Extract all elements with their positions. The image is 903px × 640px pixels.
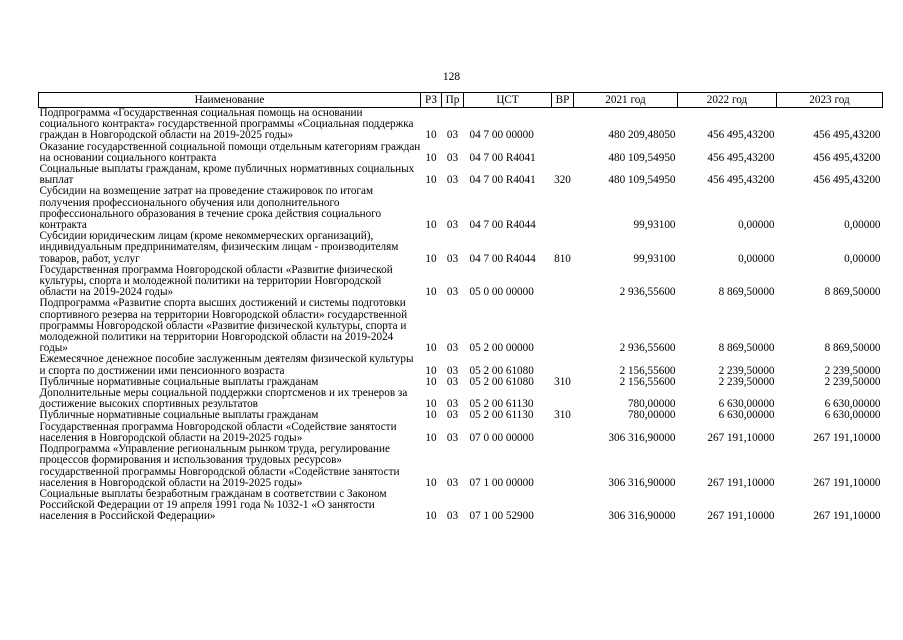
row-vr: [552, 444, 574, 489]
row-rz: 10: [425, 510, 437, 523]
row-rz: 10: [425, 375, 437, 388]
row-2022: 2 239,50000: [718, 364, 775, 377]
row-2022: 6 630,00000: [718, 409, 775, 422]
row-cst: 05 2 00 61080: [469, 375, 534, 388]
row-rz: 10: [425, 219, 437, 232]
row-2023: 456 495,43200: [813, 174, 881, 187]
row-2023: 456 495,43200: [813, 129, 881, 142]
row-pr: 03: [446, 510, 459, 523]
table-row: [39, 388, 883, 410]
row-cst: 04 7 00 R4044: [469, 219, 536, 232]
row-2021: 2 936,55600: [619, 342, 676, 355]
table-row: [39, 410, 883, 421]
row-2022: 0,00000: [738, 252, 775, 265]
row-vr: 310: [554, 375, 571, 388]
row-cst: 04 7 00 R4041: [469, 151, 536, 164]
row-name: Подпрограмма «Государственная социальная помощь на основании социального контракта» государственной программы «Социальная поддержка граждан в Новгородской области на 2019-2025 годы»: [39, 107, 414, 142]
row-2023: 0,00000: [844, 219, 881, 232]
row-name: Ежемесячное денежное пособие заслуженным деятелям физической культуры и спорта по достижении ими пенсионного возраста: [39, 353, 414, 377]
row-rz: 10: [425, 174, 437, 187]
row-2021: 780,00000: [627, 409, 676, 422]
table-row: [39, 444, 883, 489]
row-pr: 03: [446, 398, 459, 411]
row-2023: 6 630,00000: [824, 398, 881, 411]
row-cst: 05 2 00 61130: [469, 409, 534, 422]
row-2022: 267 191,10000: [707, 510, 775, 523]
row-cst: 05 0 00 00000: [469, 286, 534, 299]
row-2022: 0,00000: [738, 219, 775, 232]
row-vr: [552, 298, 574, 354]
row-pr: 03: [446, 174, 459, 187]
row-2021: 2 156,55600: [619, 364, 676, 377]
header-vr: ВР: [552, 93, 574, 108]
row-2023: 456 495,43200: [813, 151, 881, 164]
row-vr: [552, 186, 574, 231]
row-2021: 2 156,55600: [619, 375, 676, 388]
row-rz: 10: [425, 398, 437, 411]
row-name: Государственная программа Новгородской области «Содействие занятости населения в Новгородской области на 2019-2025 годы»: [39, 420, 397, 444]
row-vr: [552, 422, 574, 444]
row-2022: 456 495,43200: [707, 129, 775, 142]
row-pr: 03: [446, 151, 459, 164]
header-2022: 2022 год: [678, 93, 777, 108]
row-2021: 306 316,90000: [608, 431, 676, 444]
row-rz: 10: [425, 252, 437, 265]
header-cst: ЦСТ: [464, 93, 552, 108]
row-2023: 8 869,50000: [824, 342, 881, 355]
header-pr: Пр: [442, 93, 464, 108]
row-name: Субсидии на возмещение затрат на проведение стажировок по итогам получения профессионального обучения или дополнительного профессионального образования в течение срока действия социального контракта: [39, 185, 382, 232]
row-name: Публичные нормативные социальные выплаты гражданам: [39, 409, 319, 422]
budget-table: [38, 92, 883, 523]
header-rz: РЗ: [421, 93, 442, 108]
row-2022: 456 495,43200: [707, 174, 775, 187]
row-2023: 0,00000: [844, 252, 881, 265]
row-rz: 10: [425, 129, 437, 142]
row-2022: 267 191,10000: [707, 476, 775, 489]
row-pr: 03: [446, 252, 459, 265]
table-row: [39, 142, 883, 164]
row-2022: 2 239,50000: [718, 375, 775, 388]
row-vr: 810: [554, 252, 571, 265]
row-2021: 480 109,54950: [608, 151, 676, 164]
table-header-row: [39, 93, 883, 108]
row-rz: 10: [425, 476, 437, 489]
row-cst: 05 2 00 00000: [469, 342, 534, 355]
row-pr: 03: [446, 286, 459, 299]
row-vr: [552, 142, 574, 164]
row-rz: 10: [425, 431, 437, 444]
row-vr: [552, 489, 574, 523]
table-row: [39, 422, 883, 444]
table-row: [39, 108, 883, 142]
row-2023: 267 191,10000: [813, 476, 881, 489]
row-rz: 10: [425, 286, 437, 299]
row-vr: [552, 388, 574, 410]
row-name: Подпрограмма «Развитие спорта высших достижений и системы подготовки спортивного резерва на территории Новгородской области» государственной программы Новгородской области «Развитие физической культуры, спорта и молодежной политики на территории Новгородской области на 2019-2024 годы»: [39, 297, 408, 355]
row-vr: [552, 354, 574, 376]
row-rz: 10: [425, 342, 437, 355]
row-2023: 2 239,50000: [824, 364, 881, 377]
row-name: Государственная программа Новгородской области «Развитие физической культуры, спорта и молодежной политики на территории Новгородской области на 2019-2024 годы»: [39, 263, 393, 299]
row-cst: 07 0 00 00000: [469, 431, 534, 444]
row-2023: 8 869,50000: [824, 286, 881, 299]
row-2023: 267 191,10000: [813, 510, 881, 523]
row-cst: 07 1 00 00000: [469, 476, 534, 489]
row-rz: 10: [425, 409, 437, 422]
row-pr: 03: [446, 476, 459, 489]
row-vr: [552, 265, 574, 299]
row-2023: 2 239,50000: [824, 375, 881, 388]
row-vr: 320: [554, 174, 571, 187]
row-pr: 03: [446, 219, 459, 232]
table-row: [39, 265, 883, 299]
row-cst: 04 7 00 R4041: [469, 174, 536, 187]
row-2022: 8 869,50000: [718, 286, 775, 299]
table-row: [39, 489, 883, 523]
table-row: [39, 186, 883, 231]
row-2021: 99,93100: [633, 252, 676, 265]
row-pr: 03: [446, 342, 459, 355]
row-pr: 03: [446, 431, 459, 444]
row-name: Подпрограмма «Управление региональным рынком труда, регулирование процессов формирования и использования трудовых ресурсов» государственной программы Новгородской области «Содействие занятости населения в Новгородской области на 2019-2025 годы»: [39, 443, 400, 489]
table-row: [39, 164, 883, 186]
row-2022: 6 630,00000: [718, 398, 775, 411]
row-name: Социальные выплаты безработным гражданам в соответствии с Законом Российской Федерации от 19 апреля 1991 года № 1032-1 «О занятости населения в Российской Федерации»: [39, 487, 387, 523]
row-2023: 6 630,00000: [824, 409, 881, 422]
header-2023: 2023 год: [777, 93, 883, 108]
row-name: Публичные нормативные социальные выплаты гражданам: [39, 375, 319, 388]
table-row: [39, 298, 883, 354]
row-pr: 03: [446, 129, 459, 142]
header-2021: 2021 год: [574, 93, 678, 108]
row-vr: [552, 108, 574, 142]
table-body: [39, 108, 883, 523]
row-2021: 2 936,55600: [619, 286, 676, 299]
row-2021: 99,93100: [633, 219, 676, 232]
row-name: Субсидии юридическим лицам (кроме некоммерческих организаций), индивидуальным предпринимателям, физическим лицам - производителям товаров, работ, услуг: [39, 230, 399, 265]
row-2022: 267 191,10000: [707, 431, 775, 444]
row-2021: 480 109,54950: [608, 174, 676, 187]
row-cst: 05 2 00 61130: [469, 398, 534, 411]
row-pr: 03: [446, 409, 459, 422]
row-vr: 310: [554, 409, 571, 422]
row-name: Дополнительные меры социальной поддержки спортсменов и их тренеров за достижение высоких спортивных результатов: [39, 387, 408, 411]
row-pr: 03: [446, 375, 459, 388]
row-name: Оказание государственной социальной помощи отдельным категориям граждан на основании социального контракта: [39, 140, 421, 164]
row-2021: 780,00000: [627, 398, 676, 411]
row-rz: 10: [425, 151, 437, 164]
row-pr: 03: [446, 364, 459, 377]
row-cst: 04 7 00 R4044: [469, 252, 536, 265]
row-cst: 05 2 00 61080: [469, 364, 534, 377]
row-name: Социальные выплаты гражданам, кроме публичных нормативных социальных выплат: [39, 163, 415, 187]
table-row: [39, 231, 883, 265]
row-2022: 8 869,50000: [718, 342, 775, 355]
row-2021: 306 316,90000: [608, 476, 676, 489]
row-2023: 267 191,10000: [813, 431, 881, 444]
row-cst: 07 1 00 52900: [469, 510, 534, 523]
row-rz: 10: [425, 364, 437, 377]
table-row: [39, 354, 883, 376]
row-2021: 480 209,48050: [608, 129, 676, 142]
row-cst: 04 7 00 00000: [469, 129, 534, 142]
header-name: Наименование: [39, 93, 421, 108]
row-2022: 456 495,43200: [707, 151, 775, 164]
page-number: 128: [442, 71, 461, 83]
row-2021: 306 316,90000: [608, 510, 676, 523]
